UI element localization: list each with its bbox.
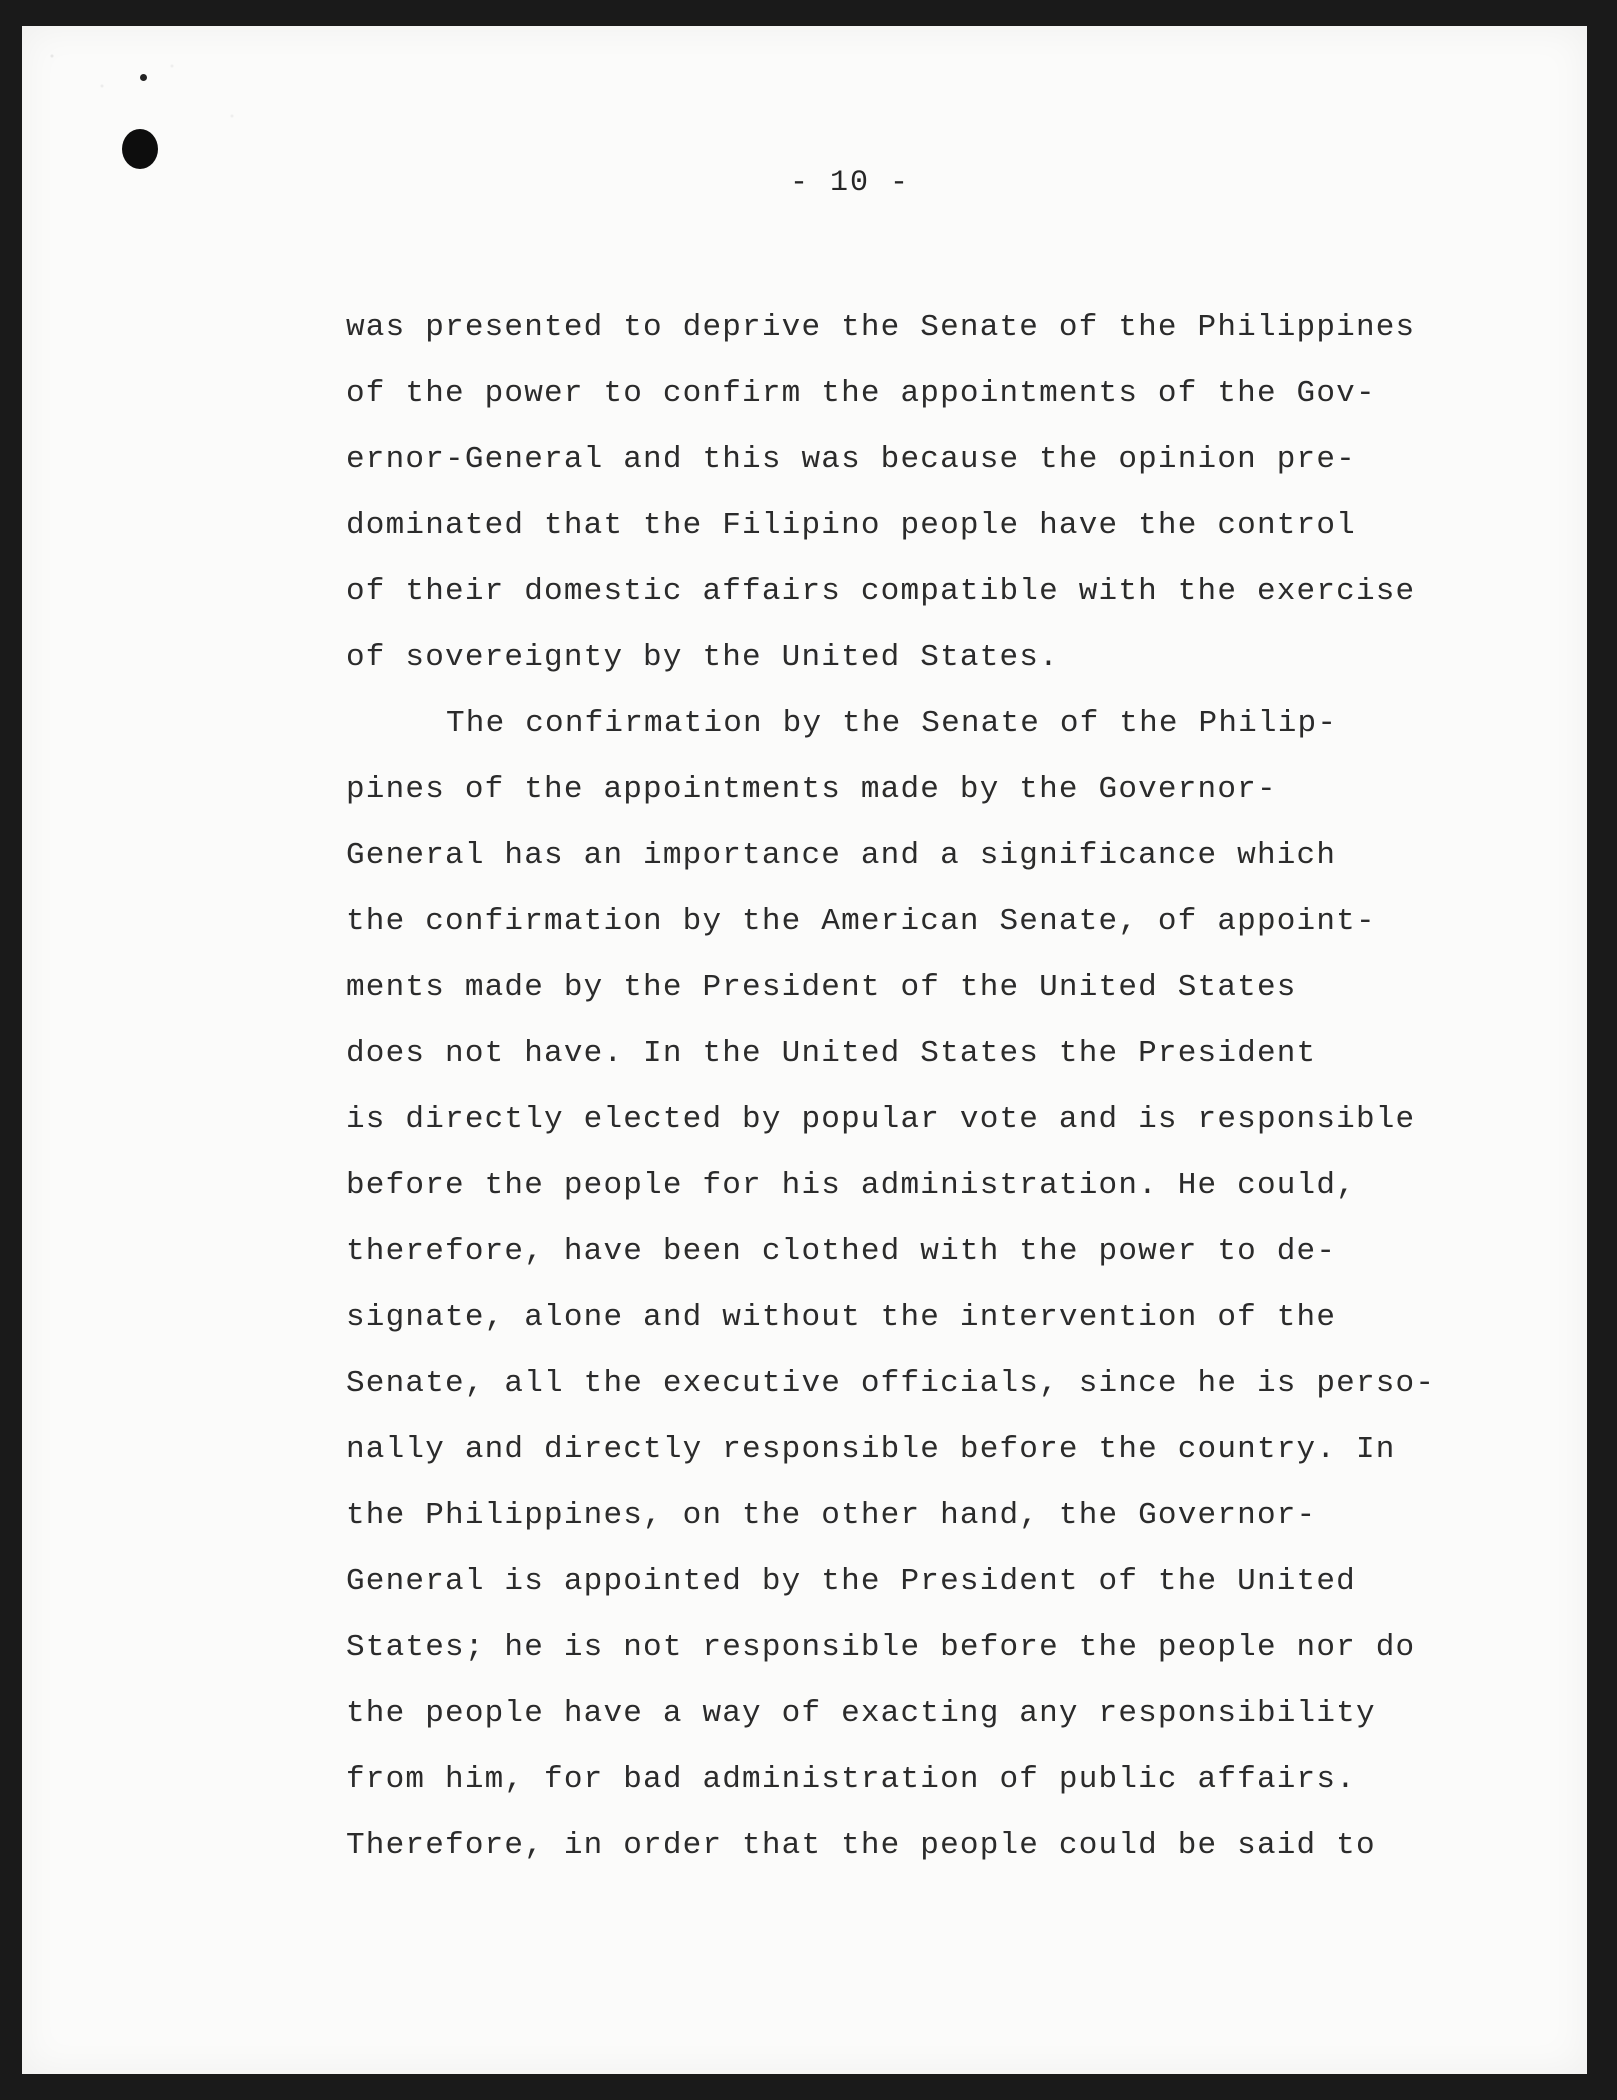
text-line: of their domestic affairs compatible with the exercise (346, 574, 1416, 609)
text-line: nally and directly responsible before the country. In (346, 1432, 1396, 1467)
text-line: ernor-General and this was because the opinion pre- (346, 442, 1356, 477)
text-line: the confirmation by the American Senate, of appoint- (346, 904, 1376, 939)
punch-mark (140, 74, 147, 81)
text-line: General is appointed by the President of the United (346, 1564, 1356, 1599)
text-line: the people have a way of exacting any responsibility (346, 1696, 1376, 1731)
punch-hole (122, 129, 158, 169)
page-number: - 10 - (789, 166, 911, 200)
text-line: does not have. In the United States the President (346, 1036, 1317, 1071)
text-line: dominated that the Filipino people have the control (346, 508, 1356, 543)
text-line: was presented to deprive the Senate of the Philippines (346, 310, 1416, 345)
text-line: of the power to confirm the appointments of the Gov- (346, 376, 1376, 411)
text-line: signate, alone and without the intervention of the (346, 1300, 1337, 1335)
text-line: the Philippines, on the other hand, the Governor- (346, 1498, 1317, 1533)
text-line: is directly elected by popular vote and is responsible (346, 1102, 1416, 1137)
text-line: Therefore, in order that the people could be said to (346, 1828, 1376, 1863)
text-line: from him, for bad administration of public affairs. (346, 1762, 1356, 1797)
text-line: Senate, all the executive officials, since he is perso- (346, 1366, 1436, 1401)
typed-text-body (346, 295, 1466, 1879)
text-line: ments made by the President of the United States (346, 970, 1297, 1005)
text-line: of sovereignty by the United States. (346, 640, 1059, 675)
text-line: therefore, have been clothed with the power to de- (346, 1234, 1337, 1269)
paragraph-start-line: The confirmation by the Senate of the Philip- (446, 706, 1338, 741)
text-line: pines of the appointments made by the Governor- (346, 772, 1277, 807)
text-line: General has an importance and a significance which (346, 838, 1337, 873)
text-line: States; he is not responsible before the people nor do (346, 1630, 1416, 1665)
text-line: before the people for his administration. He could, (346, 1168, 1356, 1203)
